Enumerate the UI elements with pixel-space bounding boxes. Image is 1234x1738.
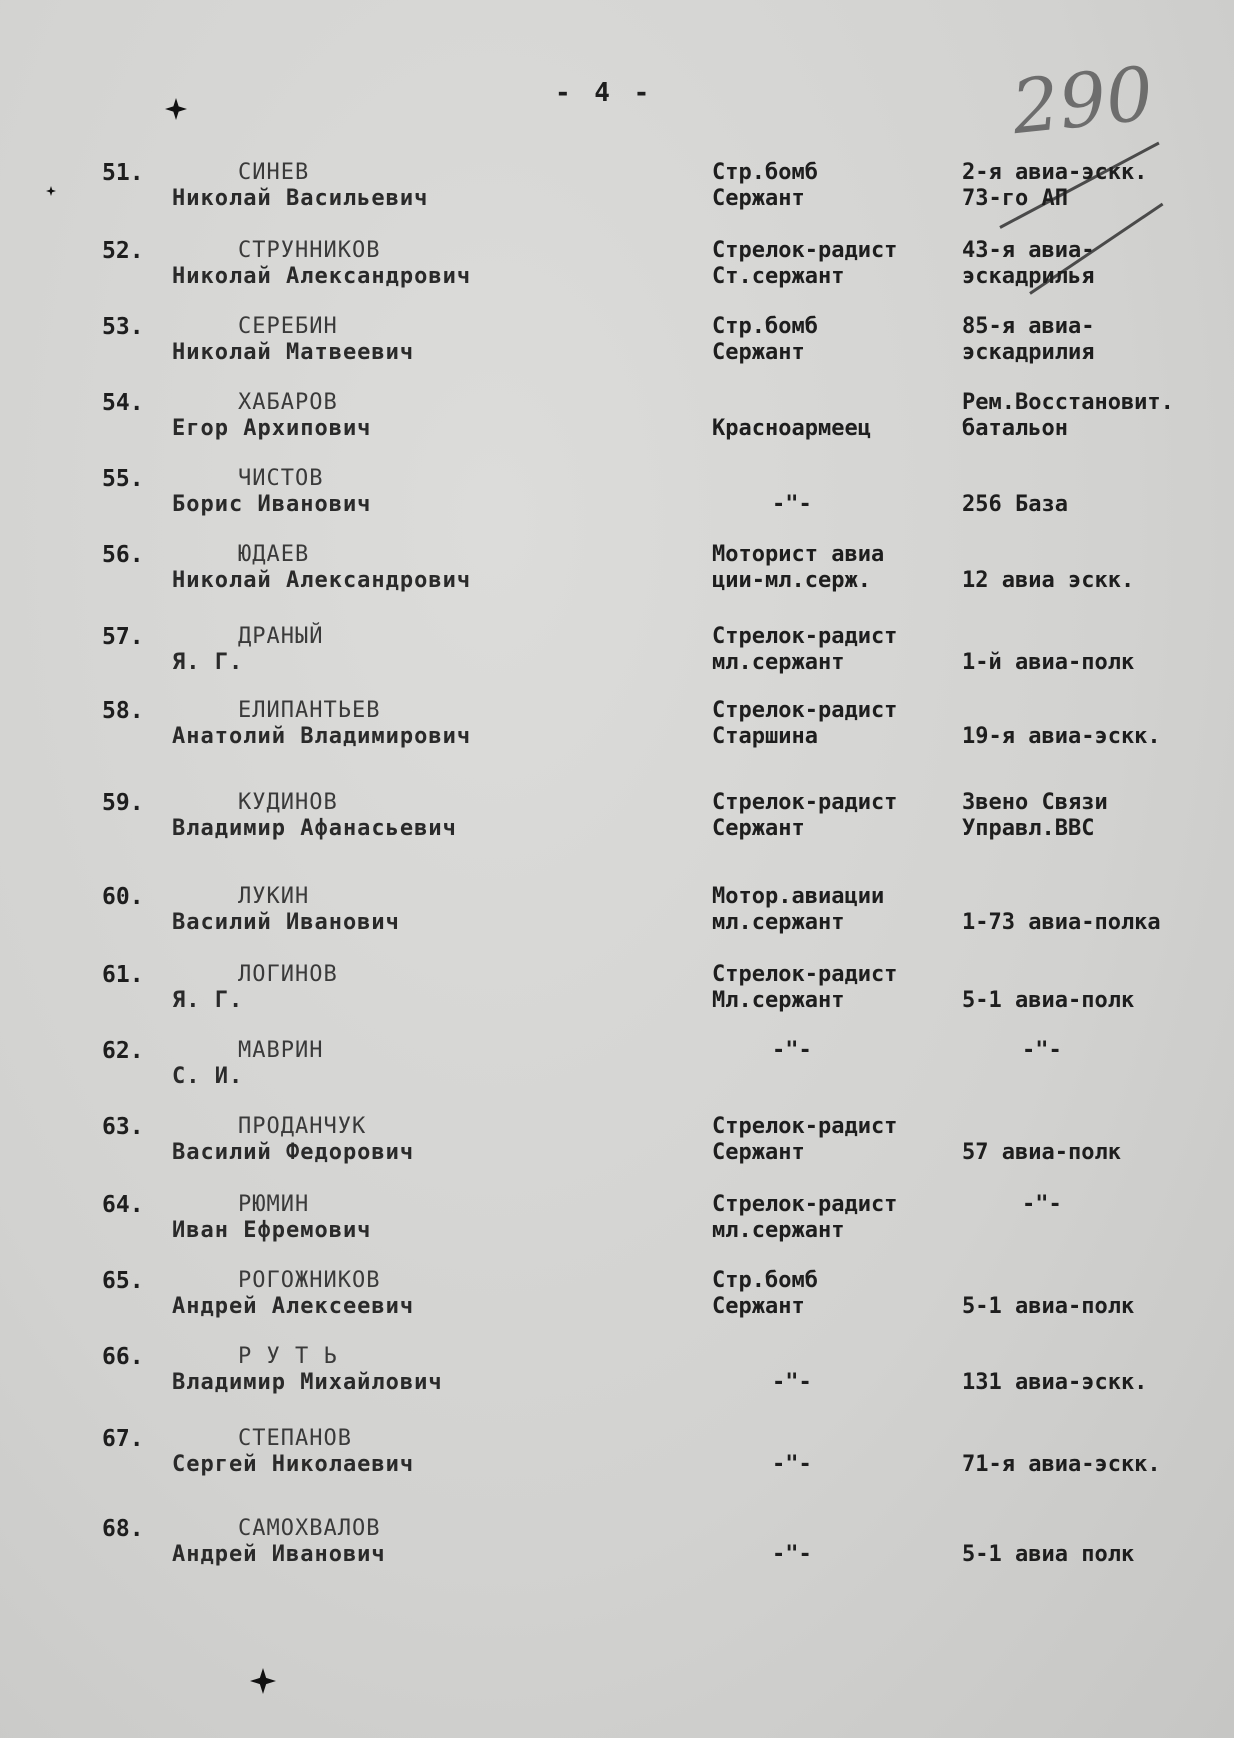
unit-line: 85-я авиа- — [962, 314, 1095, 339]
unit-line: Рем.Восстановит. — [962, 390, 1174, 415]
rank-column — [712, 238, 962, 290]
given-names: Андрей Иванович — [172, 1542, 386, 1567]
unit-line: 43-я авиа- — [962, 238, 1095, 263]
list-item — [0, 542, 1234, 612]
rank-line: Стрелок-радист — [712, 790, 898, 815]
list-item — [0, 962, 1234, 1032]
unit-line — [962, 1344, 1234, 1370]
given-names: Иван Ефремович — [172, 1218, 372, 1243]
given-names: Я. Г. — [172, 988, 244, 1013]
surname: ПРОДАНЧУК — [238, 1114, 367, 1139]
entry-number: 61. — [102, 962, 144, 988]
unit-line — [962, 962, 1234, 988]
rank-line: -"- — [772, 492, 812, 517]
unit-column — [962, 1192, 1234, 1244]
rank-column — [712, 542, 962, 594]
rank-column — [712, 790, 962, 842]
surname: Р У Т Ь — [238, 1344, 338, 1369]
unit-line — [962, 1064, 1234, 1090]
unit-line: 71-я авиа-эскк. — [962, 1452, 1161, 1477]
unit-line: 5-1 авиа полк — [962, 1542, 1135, 1567]
rank-line: Стр.бомб — [712, 314, 818, 339]
given-names: Николай Матвеевич — [172, 340, 415, 365]
list-item — [0, 624, 1234, 694]
unit-line: эскадрилья — [962, 264, 1095, 289]
given-names: Василий Федорович — [172, 1140, 415, 1165]
rank-column — [712, 314, 962, 366]
list-item — [0, 314, 1234, 384]
unit-line — [962, 1516, 1234, 1542]
list-item — [0, 1426, 1234, 1496]
list-item — [0, 1038, 1234, 1108]
unit-column — [962, 466, 1234, 518]
rank-column — [712, 1426, 962, 1478]
given-names: Николай Васильевич — [172, 186, 429, 211]
rank-line: Стрелок-радист — [712, 238, 898, 263]
rank-column — [712, 1516, 962, 1568]
entry-number: 67. — [102, 1426, 144, 1452]
unit-column — [962, 1268, 1234, 1320]
entry-number: 57. — [102, 624, 144, 650]
rank-line: Стрелок-радист — [712, 1192, 898, 1217]
unit-column — [962, 1038, 1234, 1090]
rank-line — [712, 1064, 962, 1090]
rank-column — [712, 160, 962, 212]
margin-mark — [165, 98, 187, 120]
unit-column — [962, 542, 1234, 594]
given-names: Николай Александрович — [172, 264, 472, 289]
unit-column — [962, 1344, 1234, 1396]
given-names: Андрей Алексеевич — [172, 1294, 415, 1319]
surname: ХАБАРОВ — [238, 390, 338, 415]
rank-line — [712, 466, 962, 492]
list-item — [0, 1192, 1234, 1262]
surname: СЕРЕБИН — [238, 314, 338, 339]
entry-number: 62. — [102, 1038, 144, 1064]
rank-line — [712, 1344, 962, 1370]
list-item — [0, 790, 1234, 860]
unit-column — [962, 390, 1234, 442]
given-names: Владимир Михайлович — [172, 1370, 443, 1395]
entry-number: 51. — [102, 160, 144, 186]
list-item — [0, 884, 1234, 954]
unit-line: батальон — [962, 416, 1068, 441]
list-item — [0, 1268, 1234, 1338]
unit-line: Звено Связи — [962, 790, 1108, 815]
unit-line — [962, 624, 1234, 650]
given-names: Я. Г. — [172, 650, 244, 675]
rank-column — [712, 1192, 962, 1244]
rank-line: Стрелок-радист — [712, 624, 898, 649]
unit-column — [962, 1114, 1234, 1166]
entry-number: 63. — [102, 1114, 144, 1140]
unit-column — [962, 624, 1234, 676]
surname: САМОХВАЛОВ — [238, 1516, 381, 1541]
list-item — [0, 1344, 1234, 1414]
unit-line: 131 авиа-эскк. — [962, 1370, 1148, 1395]
handwritten-archive-number: 290 — [1007, 50, 1158, 152]
unit-line: 1-й авиа-полк — [962, 650, 1135, 675]
rank-column — [712, 1038, 962, 1090]
unit-column — [962, 698, 1234, 750]
entry-number: 65. — [102, 1268, 144, 1294]
rank-line: Сержант — [712, 816, 805, 841]
entry-number: 53. — [102, 314, 144, 340]
entry-number: 56. — [102, 542, 144, 568]
unit-column — [962, 238, 1234, 290]
unit-line: -"- — [1022, 1192, 1062, 1217]
entry-number: 66. — [102, 1344, 144, 1370]
rank-line: мл.сержант — [712, 650, 845, 675]
rank-line: Сержант — [712, 1140, 805, 1165]
unit-column — [962, 1516, 1234, 1568]
unit-column — [962, 1426, 1234, 1478]
surname: ЕЛИПАНТЬЕВ — [238, 698, 381, 723]
margin-mark — [250, 1668, 276, 1694]
unit-column — [962, 962, 1234, 1014]
unit-line — [962, 466, 1234, 492]
rank-line: Сержант — [712, 1294, 805, 1319]
list-item — [0, 698, 1234, 768]
rank-column — [712, 390, 962, 442]
given-names: Анатолий Владимирович — [172, 724, 472, 749]
rank-line: Стр.бомб — [712, 1268, 818, 1293]
unit-line — [962, 698, 1234, 724]
given-names: Владимир Афанасьевич — [172, 816, 457, 841]
unit-line: 5-1 авиа-полк — [962, 988, 1135, 1013]
rank-column — [712, 1344, 962, 1396]
unit-line: 73-го АП — [962, 186, 1068, 211]
entry-number: 60. — [102, 884, 144, 910]
rank-column — [712, 884, 962, 936]
rank-column — [712, 962, 962, 1014]
unit-line: 12 авиа эскк. — [962, 568, 1135, 593]
rank-line: -"- — [772, 1452, 812, 1477]
surname: МАВРИН — [238, 1038, 324, 1063]
rank-column — [712, 624, 962, 676]
list-item — [0, 238, 1234, 308]
rank-line: Стрелок-радист — [712, 698, 898, 723]
unit-column — [962, 160, 1234, 212]
rank-line: Мотор.авиации — [712, 884, 885, 909]
unit-line — [962, 1114, 1234, 1140]
entry-number: 54. — [102, 390, 144, 416]
rank-column — [712, 698, 962, 750]
surname: РЮМИН — [238, 1192, 310, 1217]
rank-column — [712, 1114, 962, 1166]
rank-line — [712, 390, 962, 416]
rank-line: Красноармеец — [712, 416, 871, 441]
rank-line: -"- — [772, 1038, 812, 1063]
entry-number: 64. — [102, 1192, 144, 1218]
unit-line: 2-я авиа-эскк. — [962, 160, 1148, 185]
rank-column — [712, 1268, 962, 1320]
surname: ЮДАЕВ — [238, 542, 310, 567]
entry-number: 55. — [102, 466, 144, 492]
unit-line: Управл.ВВС — [962, 816, 1095, 841]
surname: СИНЕВ — [238, 160, 310, 185]
unit-line — [962, 1218, 1234, 1244]
rank-line: мл.сержант — [712, 1218, 845, 1243]
unit-line — [962, 1268, 1234, 1294]
rank-line: -"- — [772, 1370, 812, 1395]
rank-line: Моторист авиа — [712, 542, 885, 567]
rank-line: Сержант — [712, 186, 805, 211]
given-names: Сергей Николаевич — [172, 1452, 415, 1477]
rank-line: мл.сержант — [712, 910, 845, 935]
list-item — [0, 390, 1234, 460]
rank-line: Сержант — [712, 340, 805, 365]
list-item — [0, 1516, 1234, 1586]
rank-line: Стрелок-радист — [712, 962, 898, 987]
entry-number: 68. — [102, 1516, 144, 1542]
given-names: С. И. — [172, 1064, 244, 1089]
unit-line: эскадрилия — [962, 340, 1095, 365]
given-names: Борис Иванович — [172, 492, 372, 517]
rank-line: Стрелок-радист — [712, 1114, 898, 1139]
unit-line — [962, 542, 1234, 568]
surname: СТРУННИКОВ — [238, 238, 381, 263]
unit-line — [962, 1426, 1234, 1452]
unit-column — [962, 314, 1234, 366]
given-names: Василий Иванович — [172, 910, 400, 935]
unit-line: 19-я авиа-эскк. — [962, 724, 1161, 749]
surname: КУДИНОВ — [238, 790, 338, 815]
list-item — [0, 160, 1234, 230]
unit-line: 256 База — [962, 492, 1068, 517]
page-number: - 4 - — [555, 78, 654, 108]
entry-number: 58. — [102, 698, 144, 724]
given-names: Николай Александрович — [172, 568, 472, 593]
surname: РОГОЖНИКОВ — [238, 1268, 381, 1293]
surname: ЛОГИНОВ — [238, 962, 338, 987]
rank-line: Мл.сержант — [712, 988, 845, 1013]
unit-column — [962, 790, 1234, 842]
rank-line: Старшина — [712, 724, 818, 749]
list-item — [0, 466, 1234, 536]
surname: СТЕПАНОВ — [238, 1426, 352, 1451]
entry-number: 52. — [102, 238, 144, 264]
rank-line: Стр.бомб — [712, 160, 818, 185]
rank-line: Ст.сержант — [712, 264, 845, 289]
surname: ДРАНЫЙ — [238, 624, 324, 649]
surname: ЧИСТОВ — [238, 466, 324, 491]
surname: ЛУКИН — [238, 884, 310, 909]
rank-line — [712, 1516, 962, 1542]
entry-number: 59. — [102, 790, 144, 816]
given-names: Егор Архипович — [172, 416, 372, 441]
unit-line: -"- — [1022, 1038, 1062, 1063]
list-item — [0, 1114, 1234, 1184]
unit-line: 5-1 авиа-полк — [962, 1294, 1135, 1319]
rank-line: ции-мл.серж. — [712, 568, 871, 593]
unit-line: 57 авиа-полк — [962, 1140, 1121, 1165]
unit-line — [962, 884, 1234, 910]
rank-line — [712, 1426, 962, 1452]
unit-line: 1-73 авиа-полка — [962, 910, 1161, 935]
rank-line: -"- — [772, 1542, 812, 1567]
rank-column — [712, 466, 962, 518]
unit-column — [962, 884, 1234, 936]
